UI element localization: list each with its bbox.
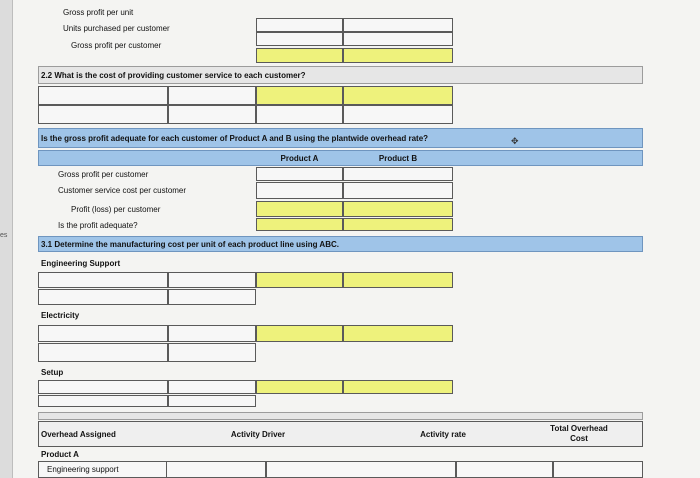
adequate-a-input[interactable] — [256, 218, 343, 231]
total-overhead-header: Total Overhead Cost — [550, 424, 608, 443]
product-a-header: Product A — [280, 154, 319, 163]
activity-driver-header: Activity Driver — [230, 430, 286, 439]
profit-a-input[interactable] — [256, 201, 343, 217]
adequate-b-input[interactable] — [343, 218, 453, 231]
activity-rate-header: Activity rate — [420, 430, 466, 439]
gp-unit-b-cell[interactable] — [343, 18, 453, 32]
cs-cost-label: Customer service cost per customer — [58, 186, 187, 195]
total-input[interactable] — [553, 461, 643, 478]
gp-customer-a-cell[interactable] — [256, 167, 343, 181]
driver-input[interactable] — [166, 461, 266, 478]
product-a-row-label: Product A — [41, 450, 79, 459]
profit-b-input[interactable] — [343, 201, 453, 217]
elec-cell-2[interactable] — [168, 325, 256, 342]
gross-profit-per-customer-label: Gross profit per customer — [71, 41, 162, 50]
eng-input-a[interactable] — [256, 272, 343, 288]
cs-cost-a-cell[interactable] — [256, 182, 343, 199]
product-b-header: Product B — [378, 154, 418, 163]
units-a-cell[interactable] — [256, 32, 343, 46]
gp-unit-a-cell[interactable] — [256, 18, 343, 32]
elec-cell-3[interactable] — [38, 343, 168, 362]
cursor-plus-icon: ✥ — [511, 136, 519, 146]
edge-fragment-text: es — [0, 232, 8, 239]
setup-cell-4[interactable] — [168, 395, 256, 407]
q22-text: 2.2 What is the cost of providing customer service to each customer? — [41, 71, 306, 80]
engineering-support-label: Engineering Support — [41, 259, 121, 268]
setup-cell-3[interactable] — [38, 395, 168, 407]
q22-cell-4[interactable] — [168, 105, 256, 124]
q31-text: 3.1 Determine the manufacturing cost per unit of each product line using ABC. — [41, 240, 339, 249]
eng-cell-3[interactable] — [38, 289, 168, 305]
overhead-divider — [38, 412, 643, 420]
rate-input-2[interactable] — [456, 461, 553, 478]
q22-cell-3[interactable] — [38, 105, 168, 124]
rate-input[interactable] — [266, 461, 456, 478]
overhead-assigned-header: Overhead Assigned — [41, 430, 116, 439]
engineering-support-row-label: Engineering support — [47, 465, 119, 474]
gross-profit-per-unit-label: Gross profit per unit — [63, 8, 134, 17]
units-b-cell[interactable] — [343, 32, 453, 46]
q22-input-b[interactable] — [343, 86, 453, 105]
adequate-label: Is the profit adequate? — [58, 221, 138, 230]
setup-input-a[interactable] — [256, 380, 343, 394]
adequacy-question: Is the gross profit adequate for each customer of Product A and B using the plantwide overhead rate? — [41, 134, 429, 143]
elec-input-b[interactable] — [343, 325, 453, 342]
setup-cell-1[interactable] — [38, 380, 168, 394]
elec-cell-1[interactable] — [38, 325, 168, 342]
eng-input-b[interactable] — [343, 272, 453, 288]
setup-input-b[interactable] — [343, 380, 453, 394]
setup-cell-2[interactable] — [168, 380, 256, 394]
units-purchased-label: Units purchased per customer — [63, 24, 170, 33]
profit-loss-label: Profit (loss) per customer — [71, 205, 161, 214]
cs-cost-b-cell[interactable] — [343, 182, 453, 199]
q22-input-a[interactable] — [256, 86, 343, 105]
eng-cell-2[interactable] — [168, 272, 256, 288]
gp-customer-label: Gross profit per customer — [58, 170, 149, 179]
elec-cell-4[interactable] — [168, 343, 256, 362]
q22-cell-1[interactable] — [38, 86, 168, 105]
q22-cell-6[interactable] — [343, 105, 453, 124]
gp-cust-a-input[interactable] — [256, 48, 343, 63]
electricity-label: Electricity — [41, 311, 80, 320]
gp-cust-b-input[interactable] — [343, 48, 453, 63]
eng-cell-4[interactable] — [168, 289, 256, 305]
setup-label: Setup — [41, 368, 64, 377]
gp-customer-b-cell[interactable] — [343, 167, 453, 181]
elec-input-a[interactable] — [256, 325, 343, 342]
q22-cell-5[interactable] — [256, 105, 343, 124]
q22-cell-2[interactable] — [168, 86, 256, 105]
eng-cell-1[interactable] — [38, 272, 168, 288]
worksheet — [12, 0, 700, 478]
